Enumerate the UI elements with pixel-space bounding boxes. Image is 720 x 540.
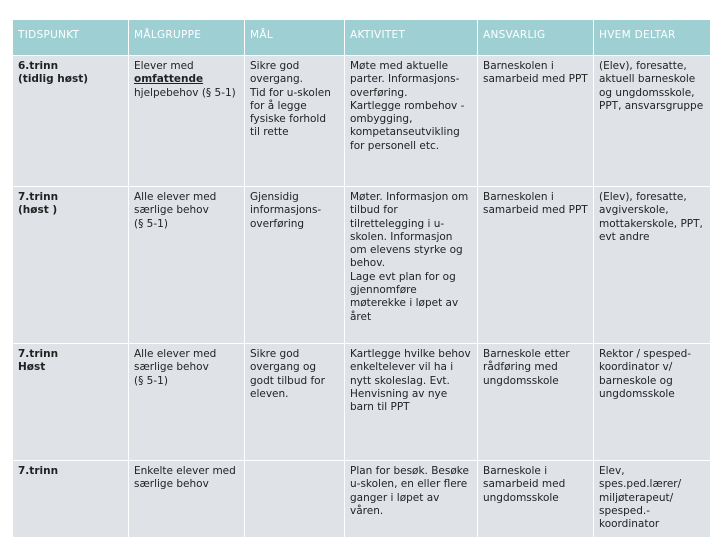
- cell-aktivitet: Kartlegge hvilke behov enkeltelever vil ha i nytt skoleslag. Evt. Henvisning av nye barn til PPT: [345, 344, 478, 461]
- transition-plan-table: [12, 19, 711, 538]
- cell-aktivitet: Møte med aktuelle parter. Informasjons-overføring. Kartlegge rombehov - ombygging, kompetanseutvikling for personell etc.: [345, 56, 478, 187]
- cell-hvem-deltar: (Elev), foresatte, avgiverskole, mottakerskole, PPT, evt andre: [594, 187, 711, 344]
- cell-malgruppe: Alle elever med særlige behov (§ 5-1): [129, 187, 245, 344]
- cell-mal: Sikre god overgang og godt tilbud for eleven.: [245, 344, 345, 461]
- header-ansvarlig: ANSVARLIG: [478, 20, 594, 56]
- cell-mal: Gjensidig informasjons-overføring: [245, 187, 345, 344]
- header-tidspunkt: TIDSPUNKT: [13, 20, 129, 56]
- cell-mal: Sikre god overgang. Tid for u-skolen for å legge fysiske forhold til rette: [245, 56, 345, 187]
- cell-tidspunkt: 7.trinn Høst: [13, 344, 129, 461]
- cell-ansvarlig: Barneskolen i samarbeid med PPT: [478, 187, 594, 344]
- cell-hvem-deltar: Rektor / spesped-koordinator v/ barneskole og ungdomsskole: [594, 344, 711, 461]
- cell-tidspunkt: 7.trinn: [13, 461, 129, 538]
- cell-tidspunkt: 7.trinn (høst ): [13, 187, 129, 344]
- cell-hvem-deltar: (Elev), foresatte, aktuell barneskole og ungdomsskole, PPT, ansvarsgruppe: [594, 56, 711, 187]
- cell-malgruppe: Enkelte elever med særlige behov: [129, 461, 245, 538]
- header-aktivitet: AKTIVITET: [345, 20, 478, 56]
- table-row: [13, 187, 711, 344]
- header-mal: MÅL: [245, 20, 345, 56]
- header-malgruppe: MÅLGRUPPE: [129, 20, 245, 56]
- cell-malgruppe: [129, 56, 245, 187]
- malgruppe-prefix: Elever med: [134, 60, 194, 72]
- cell-aktivitet: Plan for besøk. Besøke u-skolen, en eller flere ganger i løpet av våren.: [345, 461, 478, 538]
- cell-ansvarlig: Barneskole etter rådføring med ungdomsskole: [478, 344, 594, 461]
- header-hvem-deltar: HVEM DELTAR: [594, 20, 711, 56]
- cell-hvem-deltar: Elev, spes.ped.lærer/ miljøterapeut/ spesped.-koordinator: [594, 461, 711, 538]
- table-row: [13, 344, 711, 461]
- cell-ansvarlig: Barneskolen i samarbeid med PPT: [478, 56, 594, 187]
- cell-mal: [245, 461, 345, 538]
- table-row: [13, 461, 711, 538]
- cell-tidspunkt: 6.trinn (tidlig høst): [13, 56, 129, 187]
- cell-aktivitet: Møter. Informasjon om tilbud for tilrettelegging i u-skolen. Informasjon om elevens styrke og behov. Lage evt plan for og gjennomføre møterekke i løpet av året: [345, 187, 478, 344]
- cell-ansvarlig: Barneskole i samarbeid med ungdomsskole: [478, 461, 594, 538]
- table-row: [13, 56, 711, 187]
- cell-malgruppe: Alle elever med særlige behov (§ 5-1): [129, 344, 245, 461]
- table-header-row: [13, 20, 711, 56]
- malgruppe-suffix: hjelpebehov (§ 5-1): [134, 86, 236, 99]
- malgruppe-emphasis: omfattende: [134, 73, 204, 86]
